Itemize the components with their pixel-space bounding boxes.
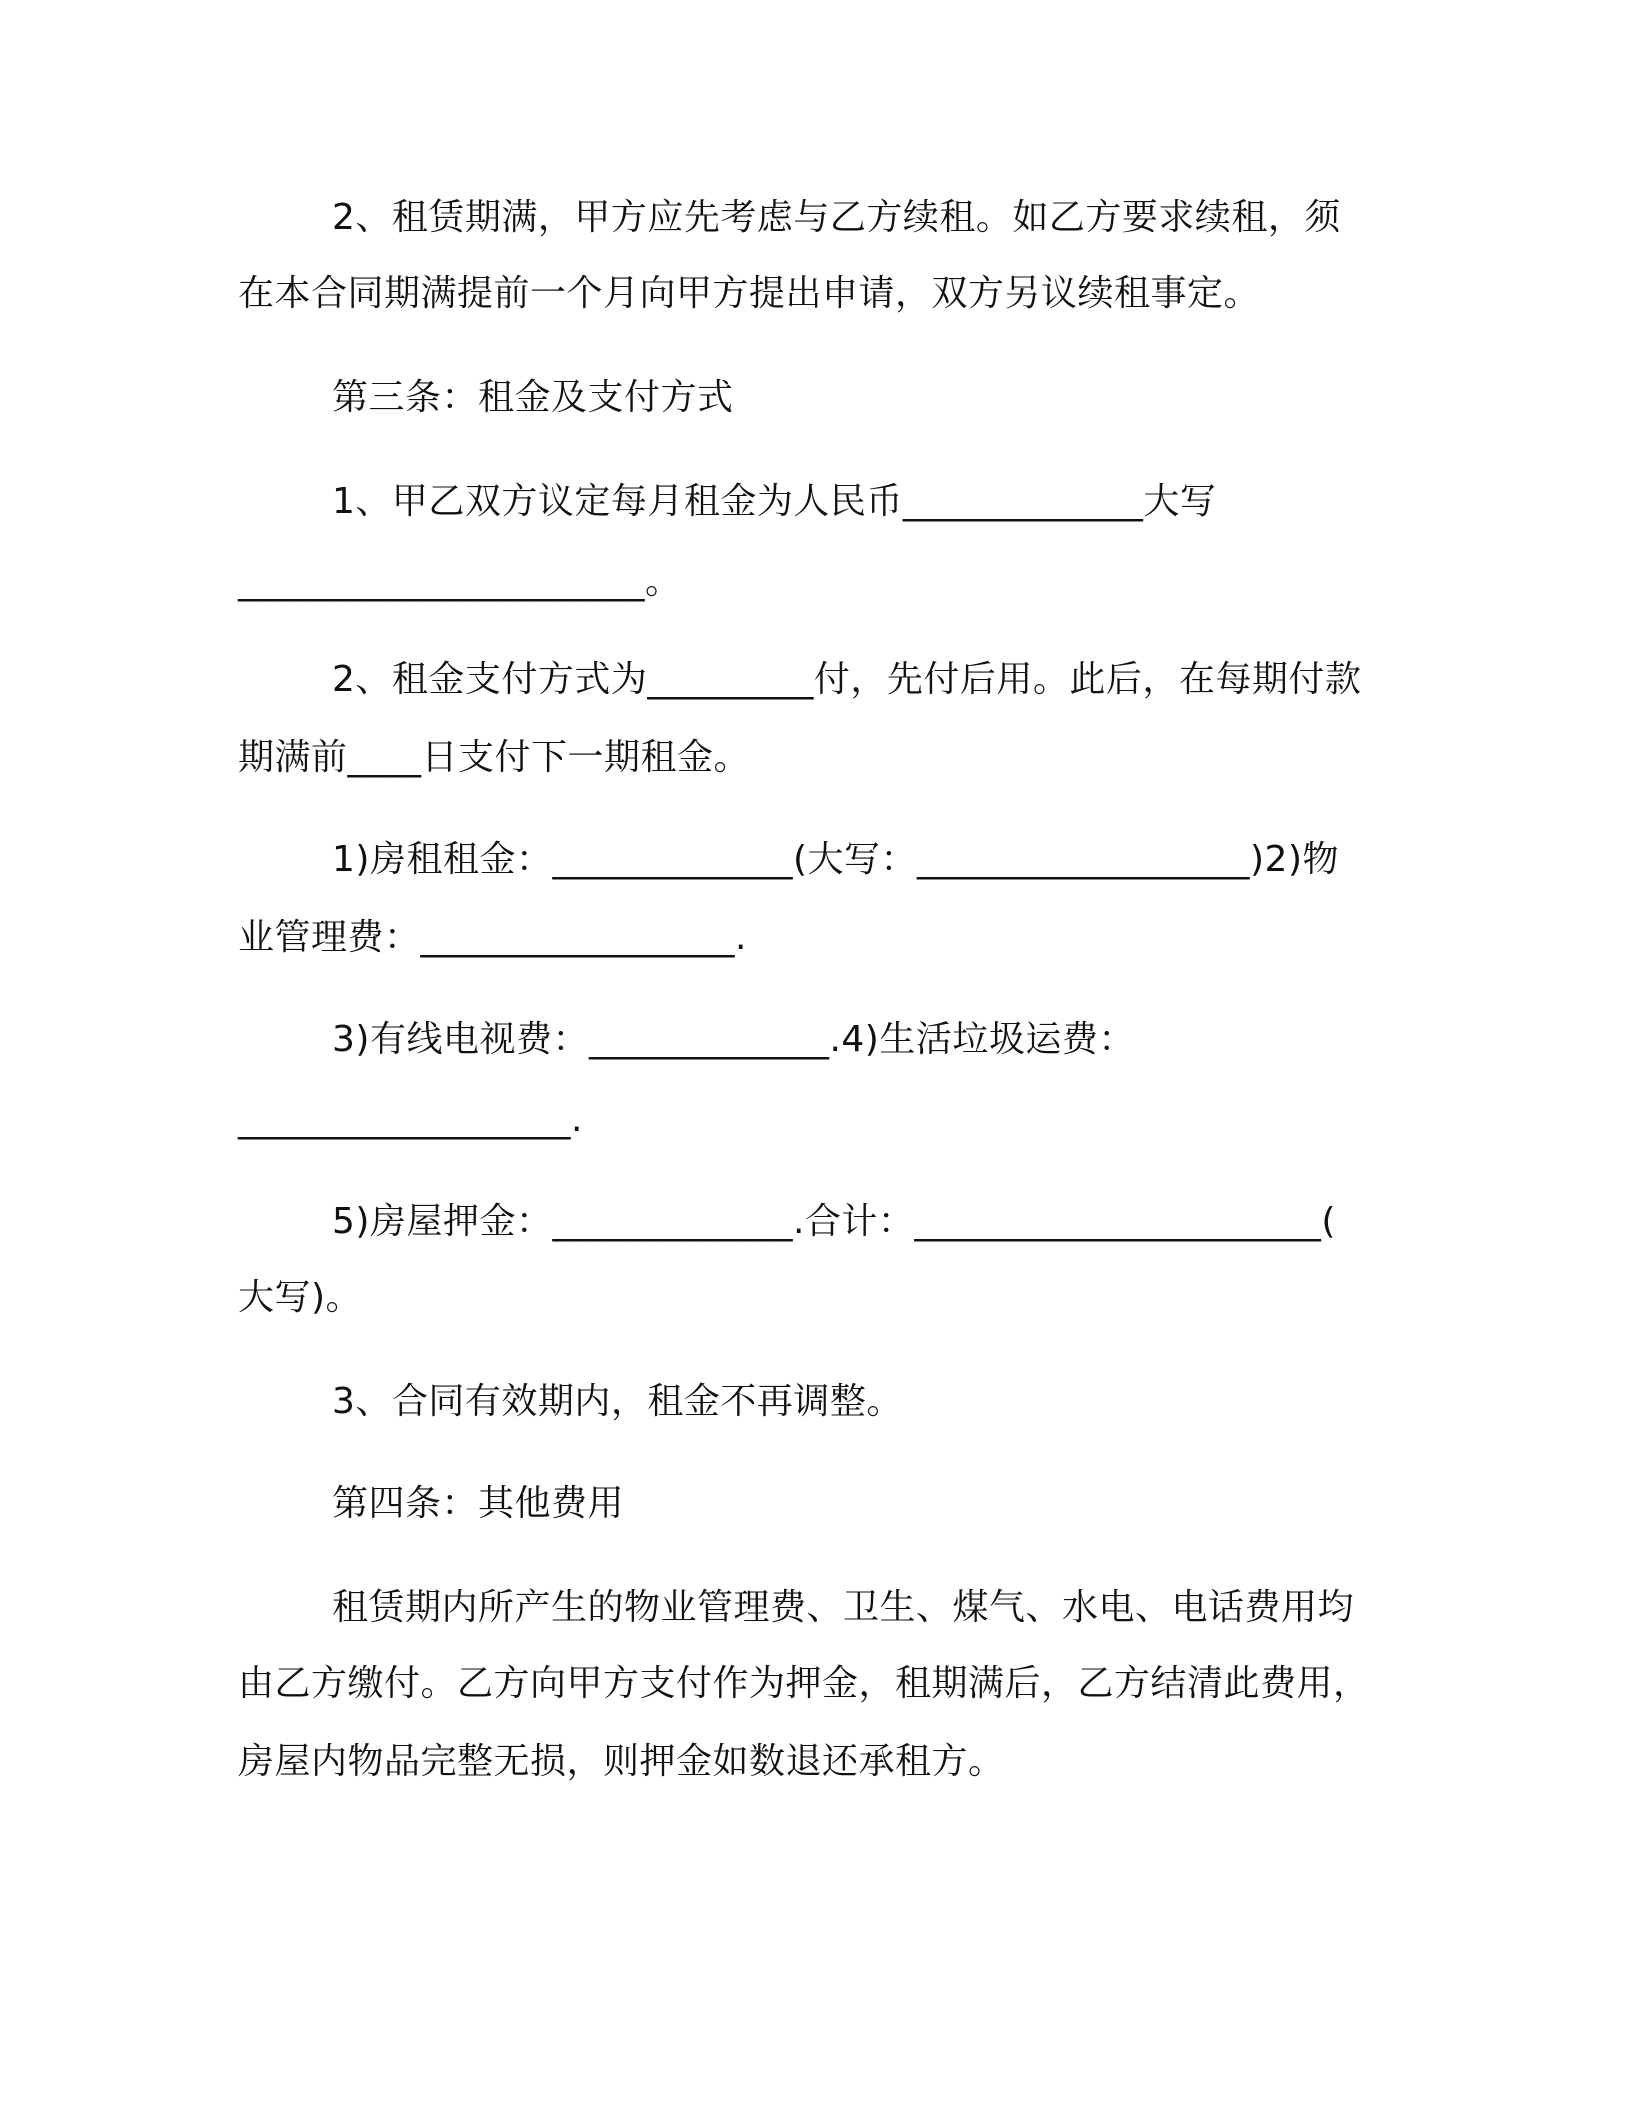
paragraph-line: 1、甲乙双方议定每月租金为人民币_____________大写 [332, 481, 1217, 522]
paragraph-line: 1)房租租金：_____________(大写：__________________)2)物 [332, 839, 1339, 880]
paragraph-line: ______________________。 [238, 561, 682, 602]
paragraph-line: 房屋内物品完整无损，则押金如数退还承租方。 [238, 1741, 1005, 1782]
paragraph-line: __________________. [238, 1099, 583, 1140]
paragraph-line: 租赁期内所产生的物业管理费、卫生、煤气、水电、电话费用均 [332, 1587, 1355, 1628]
paragraph-line: 3)有线电视费：_____________.4)生活垃圾运费： [332, 1019, 1135, 1060]
section-heading: 第三条：租金及支付方式 [332, 377, 734, 418]
paragraph-line: 5)房屋押金：_____________.合计：______________________( [332, 1201, 1336, 1242]
paragraph-line: 业管理费：_________________. [238, 917, 747, 958]
paragraph-line: 大写)。 [238, 1277, 363, 1318]
paragraph-line: 期满前____日支付下一期租金。 [238, 737, 751, 778]
paragraph-line: 在本合同期满提前一个月向甲方提出申请，双方另议续租事定。 [238, 273, 1261, 314]
paragraph-line: 2、租金支付方式为_________付，先付后用。此后，在每期付款 [332, 659, 1362, 700]
paragraph-line: 3、合同有效期内，租金不再调整。 [332, 1381, 903, 1422]
paragraph-line: 由乙方缴付。乙方向甲方支付作为押金，租期满后，乙方结清此费用， [238, 1663, 1370, 1704]
paragraph-line: 2、租赁期满，甲方应先考虑与乙方续租。如乙方要求续租，须 [332, 197, 1341, 238]
section-heading: 第四条：其他费用 [332, 1483, 625, 1524]
